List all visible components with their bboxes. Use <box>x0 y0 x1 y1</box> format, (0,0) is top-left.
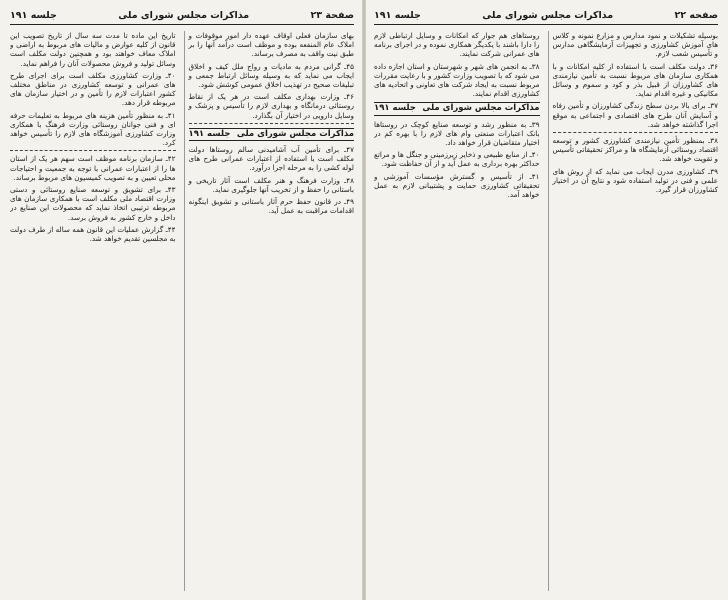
right-page <box>364 0 728 600</box>
paragraph: بوسیله تشکیلات و نمود مدارس و مزارع نمونه و کلاس های آموزش کشاورزی و تجهیزات آزمایشگاهی مدارس و تأسیس شعب لازم. <box>552 31 718 59</box>
right-page-columns <box>374 31 718 591</box>
subhead-session: جلسه ۱۹۱ <box>188 128 231 139</box>
paragraph: ۴۵ـ گرانی مردم به مادیات و رواج ملل کیف و اخلاق ایجاب می نماید که به وسیله وسائل ارتباط جمعی و تبلیغات صحیح در تهذیب اخلاق عمومی کوشش شود. <box>188 61 354 90</box>
paragraph: ۴۹ـ در قانون حفظ حرم آثار باستانی و تشویق اینگونه اقدامات مراقبت به عمل آید. <box>188 197 354 216</box>
paragraph: ۴۱ـ از تأسیس و گسترش مؤسسات آموزشی و تحقیقاتی کشاورزی حمایت و پشتیبانی لازم به عمل خواهد آمد. <box>374 171 540 200</box>
paragraph: روستاهای هم جوار که امکانات و وسایل ارتباطی لازم را دارا باشند با یکدیگر همکاری نموده و در اجرای برنامه های عمرانی شرکت نمایند. <box>374 31 540 59</box>
paragraph: تاریخ این ماده تا مدت سه سال از تاریخ تصویب این قانون از کلیه عوارض و مالیات های مربوط به اراضی و املاک معاف خواهند بود و همچنین دولت مکلف است وسائل تولید و فروش محصولات آنان را فراهم نماید. <box>10 31 176 68</box>
paragraph: ۳۸ـ بمنظور تأمین نیازمندی کشاورزی کشور و توسعه اقتصاد روستائی آزمایشگاه ها و مراکز تحقیقاتی تأسیس و تقویت خواهد شد. <box>552 136 718 164</box>
divider <box>189 123 355 124</box>
paragraph: ۴۴ـ گزارش عملیات این قانون همه ساله از طرف دولت به مجلسین تقدیم خواهد شد. <box>10 224 176 244</box>
subhead-title: مذاکرات مجلس شورای ملی <box>236 128 354 139</box>
left-page-title: مذاکرات مجلس شورای ملی <box>118 9 250 21</box>
paragraph: ۴۲ـ سازمان برنامه موظف است سهم هر یک از استان ها را از اعتبارات عمرانی با توجه به جمعیت و احتیاجات محلی تعیین و به تصویب کمیسیون های مربوط برساند. <box>10 154 176 182</box>
right-page-number: صفحه ۲۲ <box>674 9 718 21</box>
right-page-column-left <box>374 31 540 591</box>
right-page-session: جلسه ۱۹۱ <box>374 9 421 21</box>
paragraph: ۴۰ـ از منابع طبیعی و ذخایر زیرزمینی و جنگل ها و مراتع حداکثر بهره برداری به عمل آید و از آن حفاظت شود. <box>374 150 540 169</box>
paragraph: ۳۶ـ دولت مکلف است با استفاده از کلیه امکانات و با همکاری سازمان های مربوط نسبت به تأمین نیازمندی های کشاورزان از قبیل بذر و کود و سموم و وسائل مکانیکی و غیره اقدام نماید. <box>552 61 718 99</box>
section-subhead <box>374 102 540 115</box>
left-page-columns <box>10 31 354 591</box>
paragraph: ۴۶ـ وزارت بهداری مکلف است در هر یک از نقاط روستائی درمانگاه و بهداری لازم را تأسیس و پزشک و وسایل دارویی در اختیار آن بگذارد. <box>188 92 354 120</box>
left-page-column-right <box>184 31 355 591</box>
left-page-number: صفحة ۲۳ <box>310 9 354 21</box>
subhead-session: جلسه ۱۹۱ <box>374 103 416 114</box>
right-page-title: مذاکرات مجلس شورای ملی <box>482 9 614 21</box>
subhead-title: مذاکرات مجلس شورای ملی <box>422 103 540 114</box>
paragraph: ۳۹ـ کشاورزی مدرن ایجاب می نماید که از روش های علمی و فنی در تولید استفاده شود و نتایج آن در اختیار کشاورزان قرار گیرد. <box>552 166 718 195</box>
left-page-column-left <box>10 31 176 591</box>
paragraph: ۴۷ـ برای تأمین آب آشامیدنی سالم روستاها دولت مکلف است با استفاده از اعتبارات عمرانی طرح های لوله کشی را به مرحله اجرا درآورد. <box>188 145 354 173</box>
paragraph: ۴۰ـ وزارت کشاورزی مکلف است برای اجرای طرح های عمرانی و توسعه کشاورزی در مناطق مختلف کشور اعتبارات لازم را تأمین و در اختیار سازمان های مربوطه قرار دهد. <box>10 70 176 108</box>
paragraph: ۴۳ـ برای تشویق و توسعه صنایع روستائی و دستی وزارت اقتصاد ملی مکلف است با همکاری سازمان های مربوطه ترتیبی اتخاذ نماید که محصولات این صنایع در داخل و خارج کشور به فروش برسد. <box>10 185 176 222</box>
paragraph: بهای سازمان فعلی اوقاف عهده دار امور موقوفات و املاک عام المنفعه بوده و موظف است درآمد آنها را بر طبق نیت واقف به مصرف برساند. <box>188 31 354 59</box>
divider <box>553 132 719 133</box>
paragraph: ۳۷ـ برای بالا بردن سطح زندگی کشاورزان و تأمین رفاه و آسایش آنان طرح های اقتصادی و اجتماعی به موقع اجرا گذاشته خواهد شد. <box>552 101 718 129</box>
left-page-header <box>10 6 354 25</box>
paragraph: ۴۸ـ وزارت فرهنگ و هنر مکلف است آثار تاریخی و باستانی را حفظ و از تخریب آنها جلوگیری نماید. <box>188 175 354 194</box>
left-page-session: جلسه ۱۹۱ <box>10 9 57 21</box>
paragraph: ۳۹ـ به منظور رشد و توسعه صنایع کوچک در روستاها بانک اعتبارات صنعتی وام های لازم را با بهره کم در اختیار متقاضیان قرار خواهد داد. <box>374 119 540 148</box>
paragraph: ۴۱ـ به منظور تأمین هزینه های مربوط به تعلیمات حرفه ای و فنی جوانان روستائی وزارت فرهنگ با همکاری وزارت کشاورزی آموزشگاه های لازم را تأسیس خواهد کرد. <box>10 110 176 148</box>
paragraph: ۳۸ـ به انجمن های شهر و شهرستان و استان اجازه داده می شود که با تصویب وزارت کشور و با رعایت مقررات مربوط نسبت به ایجاد شرکت های تعاونی و اتحادیه های کشاورزی اقدام نمایند. <box>374 61 540 99</box>
right-page-column-right <box>548 31 719 591</box>
divider <box>10 150 176 151</box>
right-page-header <box>374 6 718 25</box>
section-subhead <box>189 128 355 141</box>
